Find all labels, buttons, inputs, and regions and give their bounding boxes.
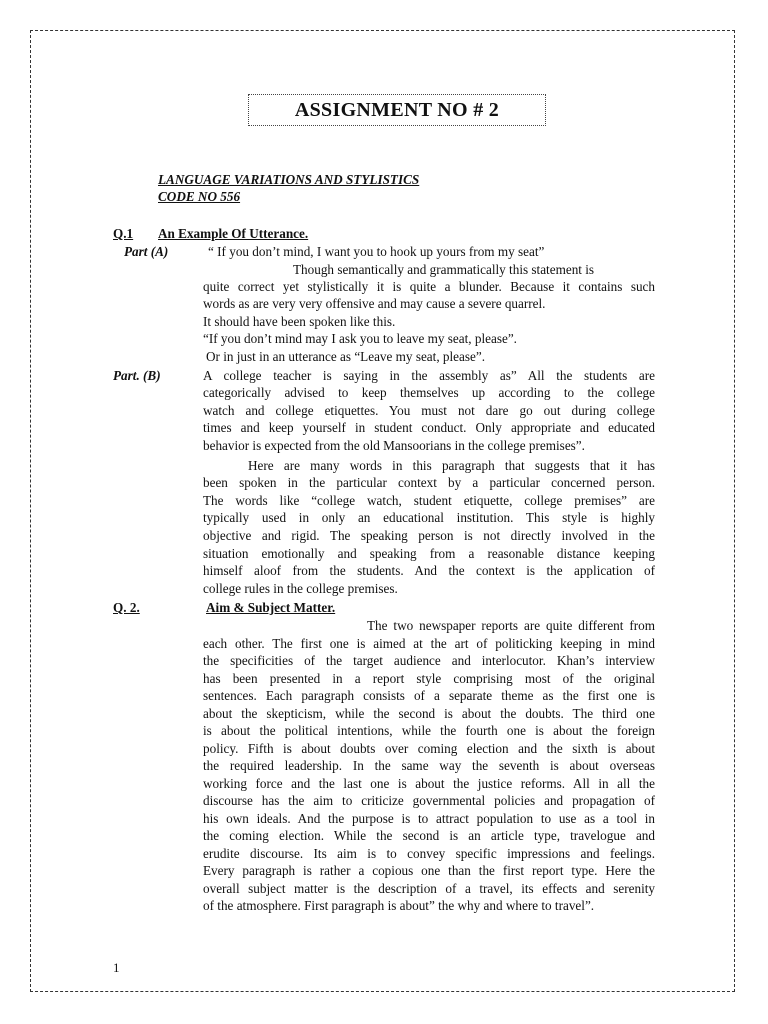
q2-line: erudite discourse. Its aim is to convey specific impressions and feelings. — [203, 846, 655, 861]
course-code: CODE NO 556 — [158, 189, 241, 204]
q1-number: Q.1 — [113, 226, 134, 241]
part-b-line: typically used in only an educational institution. This style is highly — [203, 510, 655, 525]
page-number: 1 — [113, 960, 120, 975]
part-b-line: The words like “college watch, student etiquette, college premises” are — [203, 493, 655, 508]
q2-line: The two newspaper reports are quite different from — [367, 618, 655, 633]
part-a-line: Though semantically and grammatically this statement is — [293, 262, 595, 277]
part-a-label: Part (A) — [124, 244, 169, 259]
q2-line: sentences. Each paragraph consists of a separate theme as the first one is — [203, 688, 655, 703]
q2-line: working force and the last one is about the justice reforms. All in all the — [203, 776, 655, 791]
part-a-line: “If you don’t mind may I ask you to leave my seat, please”. — [203, 331, 517, 346]
q2-line: Every paragraph is rather a copious one than the first report type. Here the — [203, 863, 655, 878]
page-title: ASSIGNMENT NO # 2 — [248, 94, 546, 126]
part-b-line: categorically advised to keep themselves up according to the college — [203, 385, 655, 400]
q2-line: overall subject matter is the description of a travel, its effects and serenity — [203, 881, 655, 896]
part-a-line: Or in just in an utterance as “Leave my seat, please”. — [206, 349, 486, 364]
part-b-line: been spoken in the particular context by a particular concerned person. — [203, 475, 655, 490]
part-a-line: It should have been spoken like this. — [203, 314, 396, 329]
q2-line: discourse has the aim to criticize governmental policies and propagation of — [203, 793, 655, 808]
q1-heading: An Example Of Utterance. — [158, 226, 309, 241]
part-b-line: watch and college etiquettes. You must not dare go out during college — [203, 403, 655, 418]
part-b-line: situation emotionally and speaking from a reasonable distance keeping — [203, 546, 655, 561]
part-b-label: Part. (B) — [113, 368, 161, 383]
part-b-line: behavior is expected from the old Mansoorians in the college premises”. — [203, 438, 585, 453]
q2-line: about the skepticism, while the second is about the doubts. The third one — [203, 706, 655, 721]
part-a-line: “ If you don’t mind, I want you to hook up yours from my seat” — [208, 244, 545, 259]
part-b-line: objective and rigid. The speaking person is not directly involved in the — [203, 528, 655, 543]
q2-line: the coming election. While the second is an article type, travelogue and — [203, 828, 655, 843]
part-b-line: Here are many words in this paragraph that suggests that it has — [248, 458, 655, 473]
q2-number: Q. 2. — [113, 600, 140, 615]
q2-line: has been presented in a report style comprising most of the original — [203, 671, 655, 686]
q2-line: of the atmosphere. First paragraph is about” the why and where to travel”. — [203, 898, 595, 913]
q2-line: each other. The first one is aimed at the art of politicking keeping in mind — [203, 636, 655, 651]
part-a-line: quite correct yet stylistically it is quite a blunder. Because it contains such — [203, 279, 655, 294]
q2-line: the specificities of the target audience and interlocutor. Khan’s interview — [203, 653, 655, 668]
q2-line: is about the political intentions, while the fourth one is about the foreign — [203, 723, 655, 738]
q2-line: his own ideals. And the purpose is to attract population to use as a tool in — [203, 811, 655, 826]
q2-heading: Aim & Subject Matter. — [206, 600, 336, 615]
part-b-line: college rules in the college premises. — [203, 581, 398, 596]
part-b-line: himself aloof from the students. And the context is the application of — [203, 563, 655, 578]
q2-line: the required leadership. In the same way the seventh is about overseas — [203, 758, 655, 773]
course-name: LANGUAGE VARIATIONS AND STYLISTICS — [158, 172, 420, 187]
part-b-line: A college teacher is saying in the assembly as” All the students are — [203, 368, 655, 383]
q2-line: policy. Fifth is about doubts over coming election and the sixth is about — [203, 741, 655, 756]
part-b-line: times and keep yourself in student conduct. Only appropriate and educated — [203, 420, 655, 435]
part-a-line: words as are very very offensive and may cause a severe quarrel. — [203, 296, 546, 311]
